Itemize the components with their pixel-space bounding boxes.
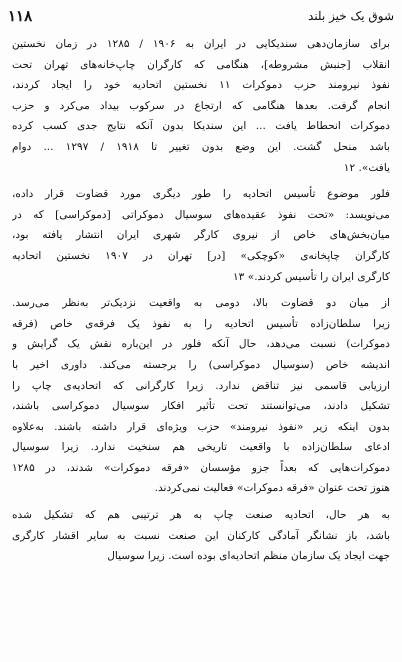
text-line: دموکرات انحطاط یافت ... این سندیکا بدون آنکه نتایج جدی کسب کرده (12, 120, 390, 133)
text-line: یافت». ۱۲ (343, 161, 390, 174)
text-line: دموکرات) نسبت می‌دهد، حال آنکه فلور در این‌باره نقش یک گرایش و (12, 338, 390, 351)
text-line: کارگری ایران را تأسیس کردند.» ۱۳ (232, 270, 390, 283)
paragraph (12, 293, 390, 499)
text-line: فلور موضوع تأسیس اتحادیه را طور دیگری مورد قضاوت قرار داده، (12, 188, 390, 201)
text-line: برای سازمان‌دهی سندیکایی در ایران به ۱۹۰۶ / ۱۲۸۵ در زمان نخستین (12, 38, 390, 50)
text-line: از میان دو قضاوت بالا، دومی به واقعیت نزدیک‌تر به‌نظر می‌رسد. (12, 297, 390, 310)
text-line: به هر حال، اتحادیه صنعت چاپ به هر ترتیبی هم که تشکیل شده (12, 509, 390, 522)
body-text (12, 34, 390, 658)
text-line: کارگران چاپخانه‌ی «کوچکی» [در] تهران در ۱۹۰۷ نخستین اتحادیه (12, 249, 390, 262)
page-number: ۱۱۸ (8, 7, 33, 25)
paragraph (12, 184, 390, 287)
text-line: اندیشه خاص (سوسیال دموکراسی) را برجسته می‌کند. داوری اخیر با (12, 358, 390, 371)
text-line: باشد، باز نشانگر آمادگی کارکنان این صنعت نسبت به سایر اقشار کارگری (12, 529, 390, 542)
text-line: زیرا سلطان‌زاده تأسیس اتحادیه را به نفوذ یک فرقه‌ی خاص (فرقه (12, 317, 390, 330)
paragraph (12, 505, 390, 567)
text-line: نفوذ نیرومند حزب دموکرات ۱۱ نخستین اتحادیه خود را ایجاد کردند، (12, 79, 390, 92)
text-line: ارزیابی قاسمی نیز تناقض ندارد. زیرا کارگرانی که اتحادیه‌ی چاپ را (12, 379, 390, 392)
running-title: شوق یک خیز بلند (308, 9, 394, 23)
text-line: جهت ایجاد یک سازمان منظم اتحادیه‌ای بوده است. زیرا سوسیال (107, 550, 390, 563)
text-line: بدون اینکه زیر «نفوذ نیرومند» حزب ویژه‌ای قرار داشته باشند. به‌علاوه (12, 420, 390, 433)
text-line: هنوز تحت عنوان «فرقه دموکرات» فعالیت نمی‌کردند. (154, 482, 390, 495)
text-line: انجام گرفت. بعدها هنگامی که ارتجاع در سرکوب بیداد می‌کرد و حزب (12, 99, 390, 112)
text-line: انقلاب [جنبش مشروطه]، هنگامی که کارگران چاپ‌خانه‌های تهران تحت (12, 58, 390, 71)
text-line: دموکرات‌هایی که بعداً جزو مؤسسان «فرقه دموکرات» شدند، در ۱۲۸۵ (12, 461, 390, 474)
text-line: تشکیل دادند، می‌توانستند تحت تأثیر افکار سوسیال دموکراسی باشند، (12, 400, 390, 413)
text-line: میان‌بخش‌های خاص از نیروی کارگر شهری ایران انتشار یافته بود، (12, 229, 390, 242)
text-line: می‌نویسد: «تحت نفوذ عقیده‌های سوسیال دموکراتی [دموکراسی] که در (12, 208, 390, 221)
paragraph (12, 34, 390, 178)
text-line: باشد منحل گشت. این وضع بدون تغییر تا ۱۹۱۸ / ۱۲۹۷ ... دوام (12, 140, 390, 153)
text-line: ادعای سلطان‌زاده با واقعیت تاریخی هم سنخیت ندارد. زیرا سوسیال (12, 441, 390, 454)
page-header (8, 6, 394, 26)
